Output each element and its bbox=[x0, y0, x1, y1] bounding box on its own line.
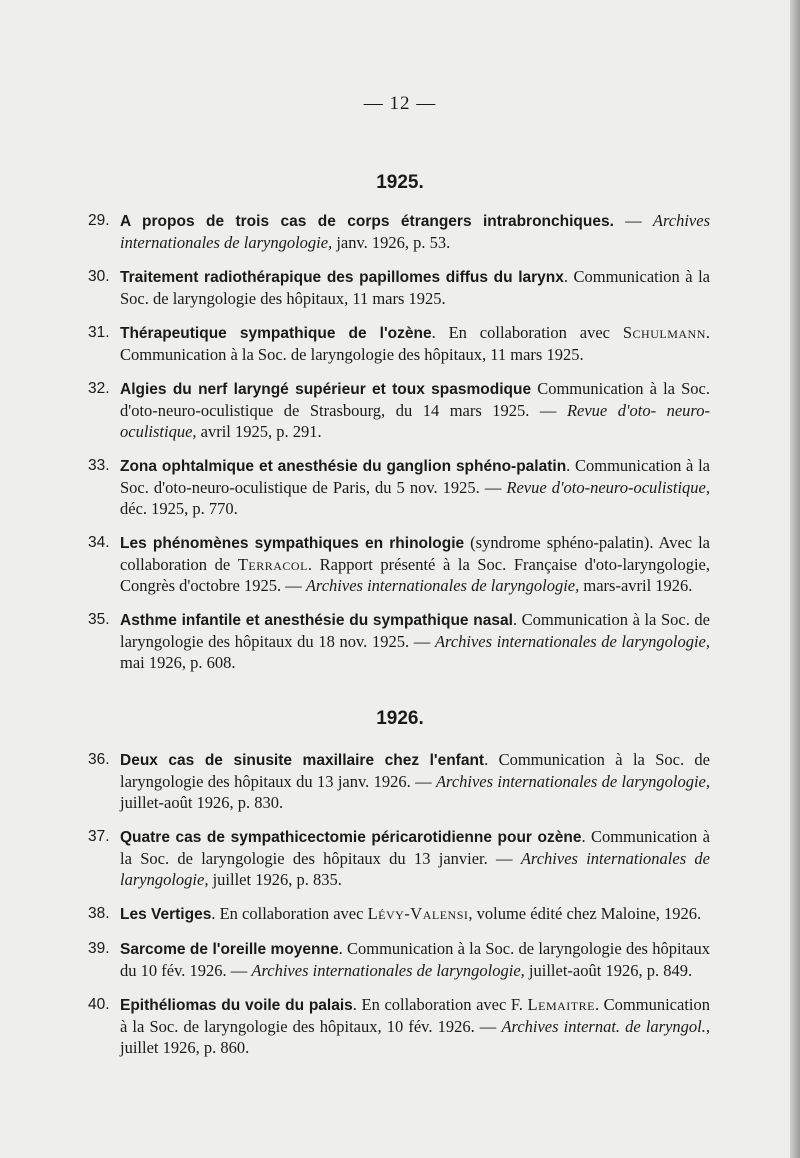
entry-citation: juillet-août 1926, p. 849. bbox=[524, 961, 693, 980]
entry-text: . Communication à la Soc. de laryngologie des hôpitaux, 11 mars 1925. bbox=[120, 323, 710, 364]
entry-text: . Communication à la Soc. de laryngologie des hôpitaux du 13 janvier. — bbox=[120, 827, 710, 868]
entry-text: . En collaboration avec bbox=[431, 323, 623, 342]
bibliography-entry bbox=[88, 609, 710, 673]
entry-text: . En collaboration avec bbox=[211, 904, 368, 923]
entry-text: . Communication à la Soc. de laryngologie des hôpitaux du 18 nov. 1925. — bbox=[120, 610, 711, 651]
entry-number: 32. bbox=[88, 380, 110, 397]
bibliography-entry bbox=[88, 266, 710, 309]
year-heading-1925: 1925. bbox=[376, 172, 424, 193]
bibliography-entry bbox=[88, 938, 710, 981]
entry-number: 29. bbox=[88, 212, 110, 229]
entry-title: Epithéliomas du voile du palais bbox=[120, 997, 353, 1014]
entry-collaborator: Lemaitre bbox=[527, 995, 595, 1014]
entry-journal: Archives internationales de laryngologie, bbox=[305, 576, 580, 595]
entry-citation: juillet 1926, p. 860. bbox=[120, 1038, 250, 1057]
entry-journal: Revue d'oto- neuro-oculistique, bbox=[120, 401, 710, 441]
entry-collaborator: Lévy-Valensi bbox=[367, 904, 469, 923]
entry-title: Les phénomènes sympathiques en rhinologie bbox=[120, 535, 465, 552]
entry-journal: Archives internat. de laryngol., bbox=[501, 1017, 710, 1036]
entry-journal: Archives internationales de laryngologie, bbox=[120, 849, 710, 889]
entry-journal: Archives internationales de laryngologie, bbox=[435, 772, 710, 791]
entry-text: . Rapport présenté à la Soc. Française d'oto-laryngologie, Congrès d'octobre 1925. — bbox=[120, 555, 710, 595]
entries-1926 bbox=[88, 749, 710, 1071]
entry-title: A propos de trois cas de corps étrangers intrabronchiques. bbox=[120, 213, 614, 230]
bibliography-entry bbox=[88, 994, 710, 1058]
entry-number: 33. bbox=[88, 457, 110, 474]
entry-text: . Communication à la Soc. de laryngologie des hôpitaux du 10 fév. 1926. — bbox=[120, 939, 710, 980]
entry-title: Thérapeutique sympathique de l'ozène bbox=[120, 325, 432, 342]
year-heading-1926: 1926. bbox=[376, 708, 424, 729]
entry-text: . Communication à la Soc. de laryngologie des hôpitaux du 13 janv. 1926. — bbox=[120, 750, 710, 791]
entry-citation: mars-avril 1926. bbox=[579, 576, 693, 595]
entry-text: . Communication à la Soc. d'oto-neuro-oculistique de Paris, du 5 nov. 1925. — bbox=[120, 456, 710, 497]
bibliography-entry bbox=[88, 532, 710, 596]
entry-number: 31. bbox=[88, 324, 110, 341]
entry-text: (syndrome sphéno-palatin). Avec la collaboration de bbox=[120, 533, 710, 574]
entry-number: 40. bbox=[88, 996, 110, 1013]
entry-text: — bbox=[613, 211, 653, 230]
bibliography-entry bbox=[88, 903, 710, 925]
entry-number: 35. bbox=[88, 611, 110, 628]
entry-number: 30. bbox=[88, 268, 110, 285]
entry-journal: Archives internationales de laryngologie, bbox=[120, 211, 710, 252]
entry-citation: avril 1925, p. 291. bbox=[196, 422, 322, 441]
entry-number: 36. bbox=[88, 751, 110, 768]
entries-1925 bbox=[88, 210, 710, 686]
entry-citation: mai 1926, p. 608. bbox=[120, 653, 236, 672]
entry-citation: juillet-août 1926, p. 830. bbox=[120, 793, 284, 812]
entry-number: 38. bbox=[88, 905, 110, 922]
entry-text: , volume édité chez Maloine, 1926. bbox=[468, 904, 702, 923]
entry-title: Quatre cas de sympathicectomie péricarotidienne pour ozène bbox=[120, 829, 582, 846]
entry-number: 37. bbox=[88, 828, 110, 845]
entry-number: 34. bbox=[88, 534, 110, 551]
bibliography-entry bbox=[88, 378, 710, 442]
bibliography-entry bbox=[88, 826, 710, 890]
entry-title: Sarcome de l'oreille moyenne bbox=[120, 941, 339, 958]
entry-title: Algies du nerf laryngé supérieur et toux spasmodique bbox=[120, 381, 532, 398]
entry-journal: Revue d'oto-neuro-oculistique, bbox=[506, 478, 710, 497]
entry-title: Les Vertiges bbox=[120, 906, 212, 923]
entry-journal: Archives internationales de laryngologie, bbox=[251, 961, 525, 980]
entry-citation: janv. 1926, p. 53. bbox=[332, 233, 451, 252]
entry-citation: déc. 1925, p. 770. bbox=[120, 499, 238, 518]
entry-title: Asthme infantile et anesthésie du sympathique nasal bbox=[120, 612, 513, 629]
entry-text: . Communication à la Soc. de laryngologie des hôpitaux, 11 mars 1925. bbox=[120, 267, 710, 308]
bibliography-entry bbox=[88, 322, 710, 365]
bibliography-entry bbox=[88, 210, 710, 253]
bibliography-entry bbox=[88, 455, 710, 519]
entry-text: . Communication à la Soc. de laryngologie des hôpitaux, 10 fév. 1926. — bbox=[120, 995, 710, 1036]
bibliography-entry bbox=[88, 749, 710, 813]
entry-title: Zona ophtalmique et anesthésie du ganglion sphéno-palatin bbox=[120, 458, 567, 475]
entry-collaborator: Schulmann bbox=[622, 323, 706, 342]
entry-title: Traitement radiothérapique des papillomes diffus du larynx bbox=[120, 269, 564, 286]
page-number: — 12 — bbox=[363, 93, 437, 114]
entry-text: . En collaboration avec F. bbox=[352, 995, 528, 1014]
entry-text: Communication à la Soc. d'oto-neuro-oculistique de Strasbourg, du 14 mars 1925. — bbox=[120, 379, 710, 420]
entry-citation: juillet 1926, p. 835. bbox=[208, 870, 342, 889]
entry-journal: Archives internationales de laryngologie, bbox=[434, 632, 710, 651]
entry-number: 39. bbox=[88, 940, 110, 957]
entry-title: Deux cas de sinusite maxillaire chez l'enfant bbox=[120, 752, 485, 769]
entry-collaborator: Terracol bbox=[237, 555, 308, 574]
